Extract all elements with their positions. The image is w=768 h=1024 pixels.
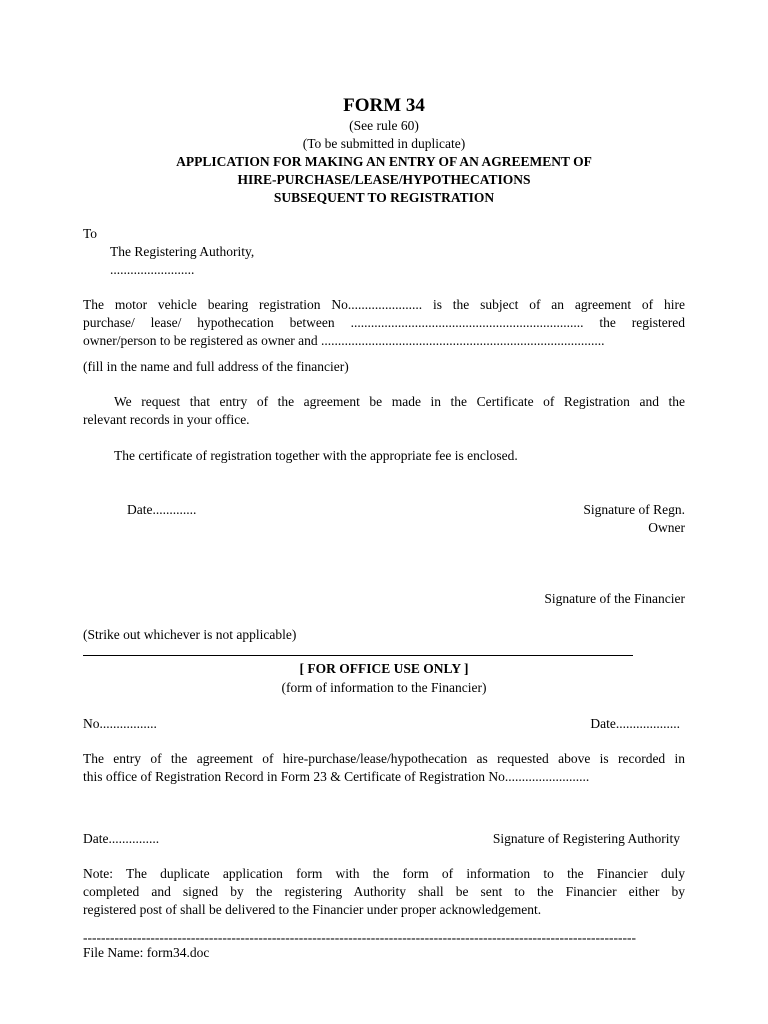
heading-line-2: HIRE-PURCHASE/LEASE/HYPOTHECATIONS [237,172,531,187]
heading-line-3: SUBSEQUENT TO REGISTRATION [273,190,495,205]
enclosed-statement: The certificate of registration together with the appropriate fee is enclosed. [114,448,518,463]
registering-authority-signature: Signature of Registering Authority [492,831,680,846]
date-field: Date............. [127,502,197,517]
record-line-2: this office of Registration Record in Form 23 & Certificate of Registration No......................... [83,769,590,784]
request-line-1: We request that entry of the agreement be made in the Certificate of Registration and the [114,394,685,409]
address-blank: ......................... [110,262,195,277]
paragraph-1-line-1: The motor vehicle bearing registration No...................... is the subject of an agreement of hire [83,297,685,312]
section-divider [83,655,633,656]
note-line-2: completed and signed by the registering Authority shall be sent to the Financier either by [83,884,685,899]
office-use-subheading: (form of information to the Financier) [281,680,487,695]
office-number-field: No................. [83,716,157,731]
note-line-3: registered post of shall be delivered to the Financier under proper acknowledgement. [83,902,542,917]
owner-signature-line-1: Signature of Regn. [583,502,685,517]
address-authority: The Registering Authority, [110,244,255,259]
address-to: To [83,226,98,241]
heading-line-1: APPLICATION FOR MAKING AN ENTRY OF AN AGREEMENT OF [176,154,592,169]
footer-dash-line: --------------------------------------------------------------------------------------------------------------------------- [83,933,636,943]
submission-note: (To be submitted in duplicate) [302,136,466,151]
note-line-1: Note: The duplicate application form with the form of information to the Financier duly [83,866,685,881]
fill-note: (fill in the name and full address of the financier) [83,359,349,374]
record-line-1: The entry of the agreement of hire-purchase/lease/hypothecation as requested above is recorded in [83,751,685,766]
form-title: FORM 34 [343,95,425,116]
paragraph-1-line-2: purchase/ lease/ hypothecation between ..................................................................... the registered [83,315,685,330]
office-date-field: Date................... [590,716,680,731]
owner-signature-line-2: Owner [648,520,685,535]
file-name: File Name: form34.doc [83,945,210,960]
office-date-field-2: Date............... [83,831,160,846]
rule-reference: (See rule 60) [349,118,419,133]
strike-out-note: (Strike out whichever is not applicable) [83,627,297,642]
financier-signature: Signature of the Financier [544,591,685,606]
request-line-2: relevant records in your office. [83,412,250,427]
office-use-heading: [ FOR OFFICE USE ONLY ] [299,661,469,676]
paragraph-1-line-3: owner/person to be registered as owner and .................................................................................... [83,333,605,348]
